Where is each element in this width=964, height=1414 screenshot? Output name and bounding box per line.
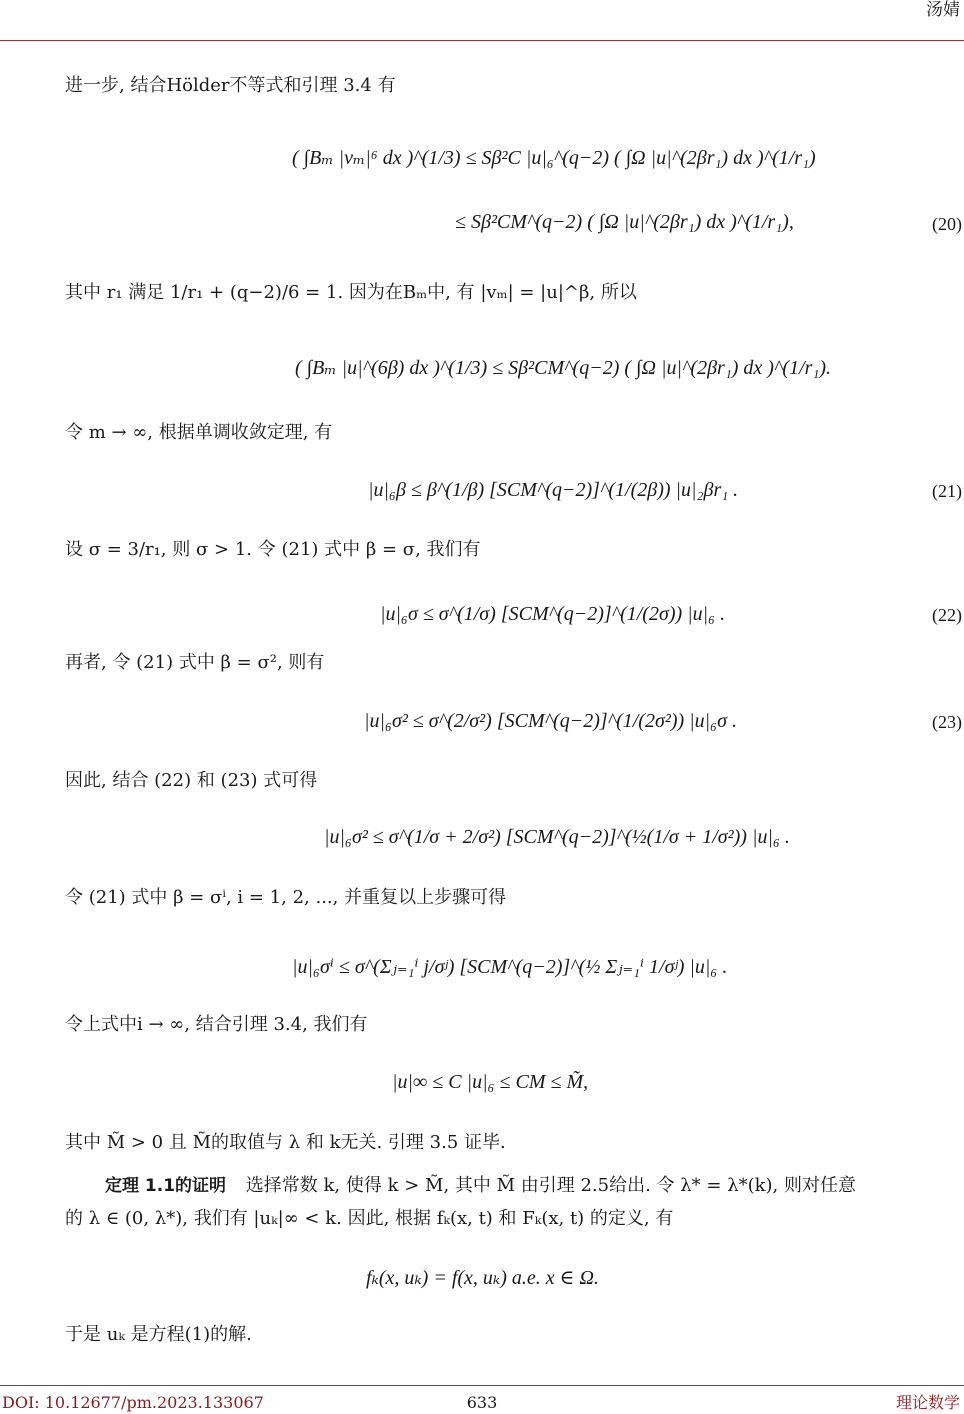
equation-line: ( ∫Bₘ |vₘ|⁶ dx )^(1/3) ≤ Sβ²C |u|₆^(q−2) ( ∫Ω |u|^(2βr₁) dx )^(1/r₁) (292, 147, 816, 169)
paragraph: 于是 uₖ 是方程(1)的解. (65, 1324, 252, 1345)
paragraph: 的 λ ∈ (0, λ*), 我们有 |uₖ|∞ < k. 因此, 根据 fₖ(x, t) 和 Fₖ(x, t) 的定义, 有 (65, 1208, 674, 1229)
paragraph: 令 (21) 式中 β = σⁱ, i = 1, 2, ..., 并重复以上步骤可得 (65, 887, 507, 908)
equation-line: ≤ Sβ²CM^(q−2) ( ∫Ω |u|^(2βr₁) dx )^(1/r₁), (455, 211, 794, 233)
paragraph: 令 m → ∞, 根据单调收敛定理, 有 (65, 422, 333, 443)
equation-number: (22) (932, 605, 962, 625)
paragraph: 进一步, 结合Hölder不等式和引理 3.4 有 (65, 75, 396, 96)
equation-line: ( ∫Bₘ |u|^(6β) dx )^(1/3) ≤ Sβ²CM^(q−2) ( ∫Ω |u|^(2βr₁) dx )^(1/r₁). (295, 357, 832, 379)
header-rule (0, 40, 964, 41)
equation-line: |u|∞ ≤ C |u|₆ ≤ CM ≤ M̃, (392, 1071, 589, 1093)
equation-number: (21) (932, 481, 962, 501)
paragraph: 设 σ = 3/r₁, 则 σ > 1. 令 (21) 式中 β = σ, 我们有 (65, 539, 481, 560)
equation-line: fₖ(x, uₖ) = f(x, uₖ) a.e. x ∈ Ω. (366, 1267, 599, 1289)
paragraph: 其中 r₁ 满足 1/r₁ + (q−2)/6 = 1. 因为在Bₘ中, 有 |vₘ| = |u|^β, 所以 (65, 282, 637, 303)
proof-paragraph (105, 1173, 963, 1199)
journal-name: 理论数学 (895, 1393, 960, 1412)
proof-text: 选择常数 k, 使得 k > M̃, 其中 M̃ 由引理 2.5给出. 令 λ* = λ*(k), 则对任意 (245, 1175, 857, 1196)
paragraph: 因此, 结合 (22) 和 (23) 式可得 (65, 770, 318, 791)
equation-line: |u|₆β ≤ β^(1/β) [SCM^(q−2)]^(1/(2β)) |u|₂βr₁ . (368, 479, 739, 501)
equation-number: (20) (932, 214, 962, 234)
paragraph: 再者, 令 (21) 式中 β = σ², 则有 (65, 652, 325, 673)
paragraph: 令上式中i → ∞, 结合引理 3.4, 我们有 (65, 1014, 368, 1035)
equation-line: |u|₆σ ≤ σ^(1/σ) [SCM^(q−2)]^(1/(2σ)) |u|₆ . (380, 603, 726, 625)
running-header-author: 汤婧 (926, 0, 960, 20)
doi-link[interactable]: DOI: 10.12677/pm.2023.133067 (2, 1393, 264, 1412)
equation-line: |u|₆σⁱ ≤ σ^(Σⱼ₌₁ⁱ j/σʲ) [SCM^(q−2)]^(½ Σⱼ₌₁ⁱ 1/σʲ) |u|₆ . (292, 956, 728, 978)
equation-line: |u|₆σ² ≤ σ^(1/σ + 2/σ²) [SCM^(q−2)]^(½(1/σ + 1/σ²)) |u|₆ . (324, 826, 790, 848)
equation-number: (23) (932, 712, 962, 732)
paragraph: 其中 M̃ > 0 且 M̃的取值与 λ 和 k无关. 引理 3.5 证毕. (65, 1132, 506, 1153)
proof-title: 定理 1.1的证明 (105, 1176, 227, 1196)
equation-line: |u|₆σ² ≤ σ^(2/σ²) [SCM^(q−2)]^(1/(2σ²)) |u|₆σ . (364, 710, 737, 732)
page-number: 633 (466, 1393, 498, 1412)
footer-rule (0, 1385, 964, 1386)
